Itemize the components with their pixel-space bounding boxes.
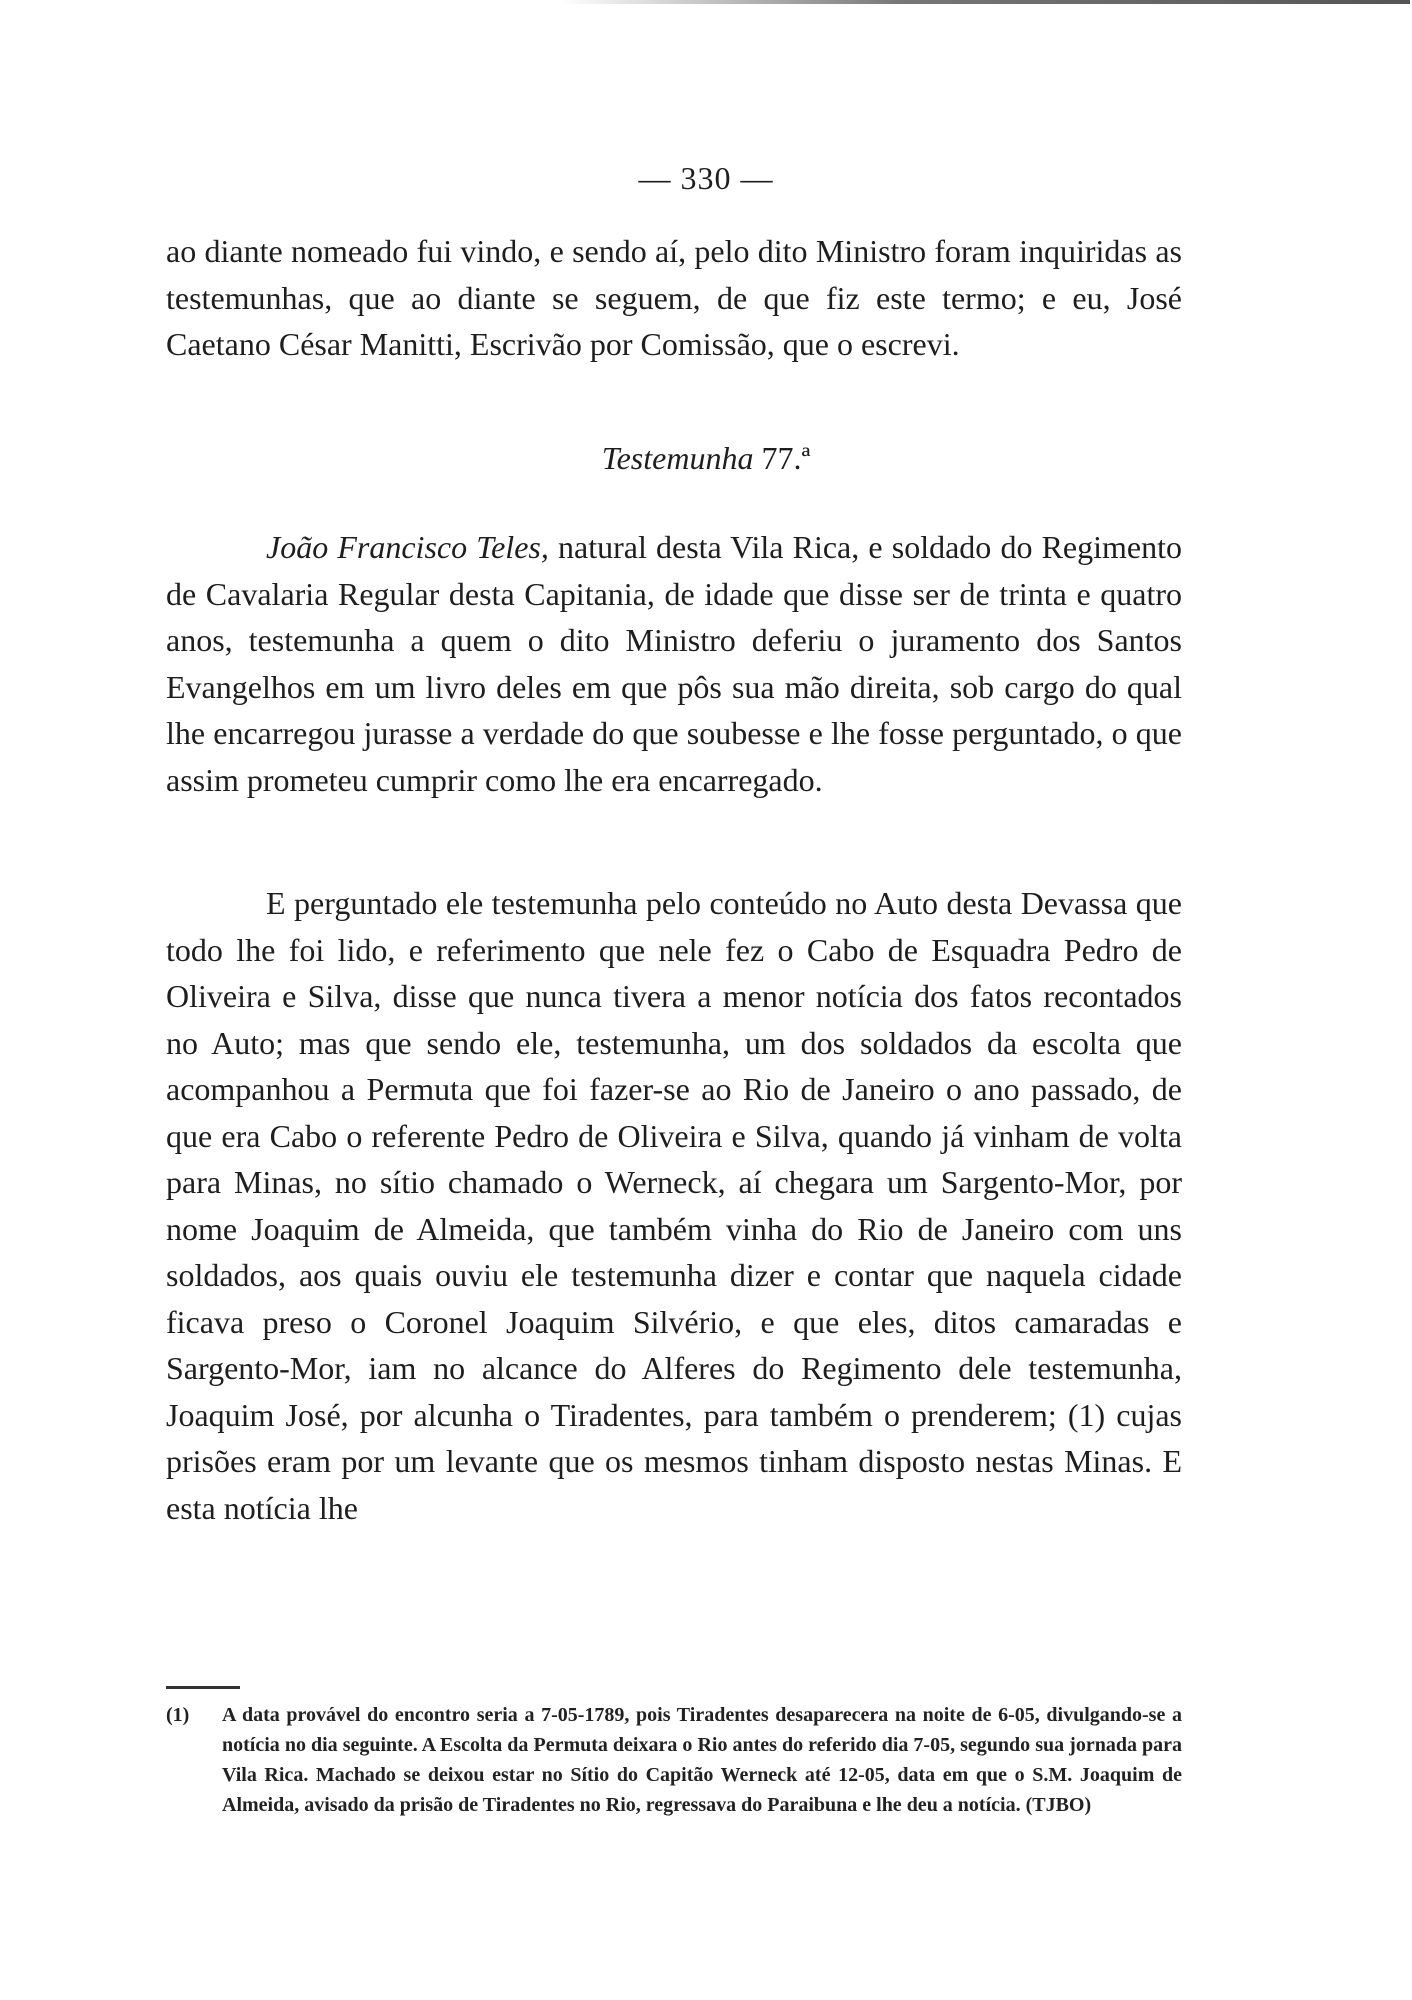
footnote-text: A data provável do encontro seria a 7-05-1789, pois Tiradentes desaparecera na noite de 6-05, divulgando-se a notícia no dia seguinte. A Escolta da Permuta deixara o Rio antes do referido dia 7-05, segundo sua jornada para Vila Rica. Machado se deixou estar no Sítio do Capitão Werneck até 12-05, data em que o S.M. Joaquim de Almeida, avisado da prisão de Tiradentes no Rio, regressava do Paraibuna e lhe deu a notícia. (TJBO) — [222, 1704, 1182, 1816]
witness-paragraph-text: natural desta Vila Rica, e soldado do Regimento de Cavalaria Regular desta Capitania, de idade que disse ser de trinta e quatro anos, testemunha a quem o dito Ministro deferiu o juramento dos Santos Evangelhos em um livro deles em que pôs sua mão direita, sob cargo do qual lhe encarregou jurasse a verdade do que soubesse e lhe fosse perguntado, o que assim prometeu cumprir como lhe era encarregado. — [166, 529, 1183, 798]
footnote — [166, 1700, 1182, 1820]
testimony-paragraph — [166, 880, 1182, 1531]
witness-paragraph-body — [166, 524, 1182, 803]
witness-name: João Francisco Teles, — [266, 529, 549, 565]
section-heading-label: Testemunha — [601, 440, 754, 476]
page-number: — 330 — — [638, 160, 774, 196]
footnote-marker: (1) — [166, 1704, 190, 1726]
testimony-paragraph-text: E perguntado ele testemunha pelo conteúdo no Auto desta Devassa que todo lhe foi lido, e referimento que nele fez o Cabo de Esquadra Pedro de Oliveira e Silva, disse que nunca tivera a menor notícia dos fatos recontados no Auto; mas que sendo ele, testemunha, um dos soldados da escolta que acompanhou a Permuta que foi fazer-se ao Rio de Janeiro o ano passado, de que era Cabo o referente Pedro de Oliveira e Silva, quando já vinham de volta para Minas, no sítio chamado o Werneck, aí chegara um Sargento-Mor, por nome Joaquim de Almeida, que também vinha do Rio de Janeiro com uns soldados, aos quais ouviu ele testemunha dizer e contar que naquela cidade ficava preso o Coronel Joaquim Silvério, e que eles, ditos camaradas e Sargento-Mor, iam no alcance do Alferes do Regimento dele testemunha, Joaquim José, por alcunha o Tiradentes, para também o prenderem; (1) cujas prisões eram por um levante que os mesmos tinham disposto nestas Minas. E esta notícia lhe — [166, 885, 1182, 1526]
footnote-divider — [166, 1686, 240, 1689]
witness-paragraph — [166, 524, 1182, 803]
opening-paragraph-text: ao diante nomeado fui vindo, e sendo aí, pelo dito Ministro foram inquiridas as testemunhas, que ao diante se seguem, de que fiz este termo; e eu, José Caetano César Manitti, Escrivão por Comissão, que o escrevi. — [166, 233, 1182, 362]
opening-paragraph — [166, 228, 1182, 368]
section-heading-number: 77.ª — [761, 440, 811, 476]
section-heading — [0, 440, 1412, 477]
scan-edge-shadow — [560, 0, 1410, 4]
